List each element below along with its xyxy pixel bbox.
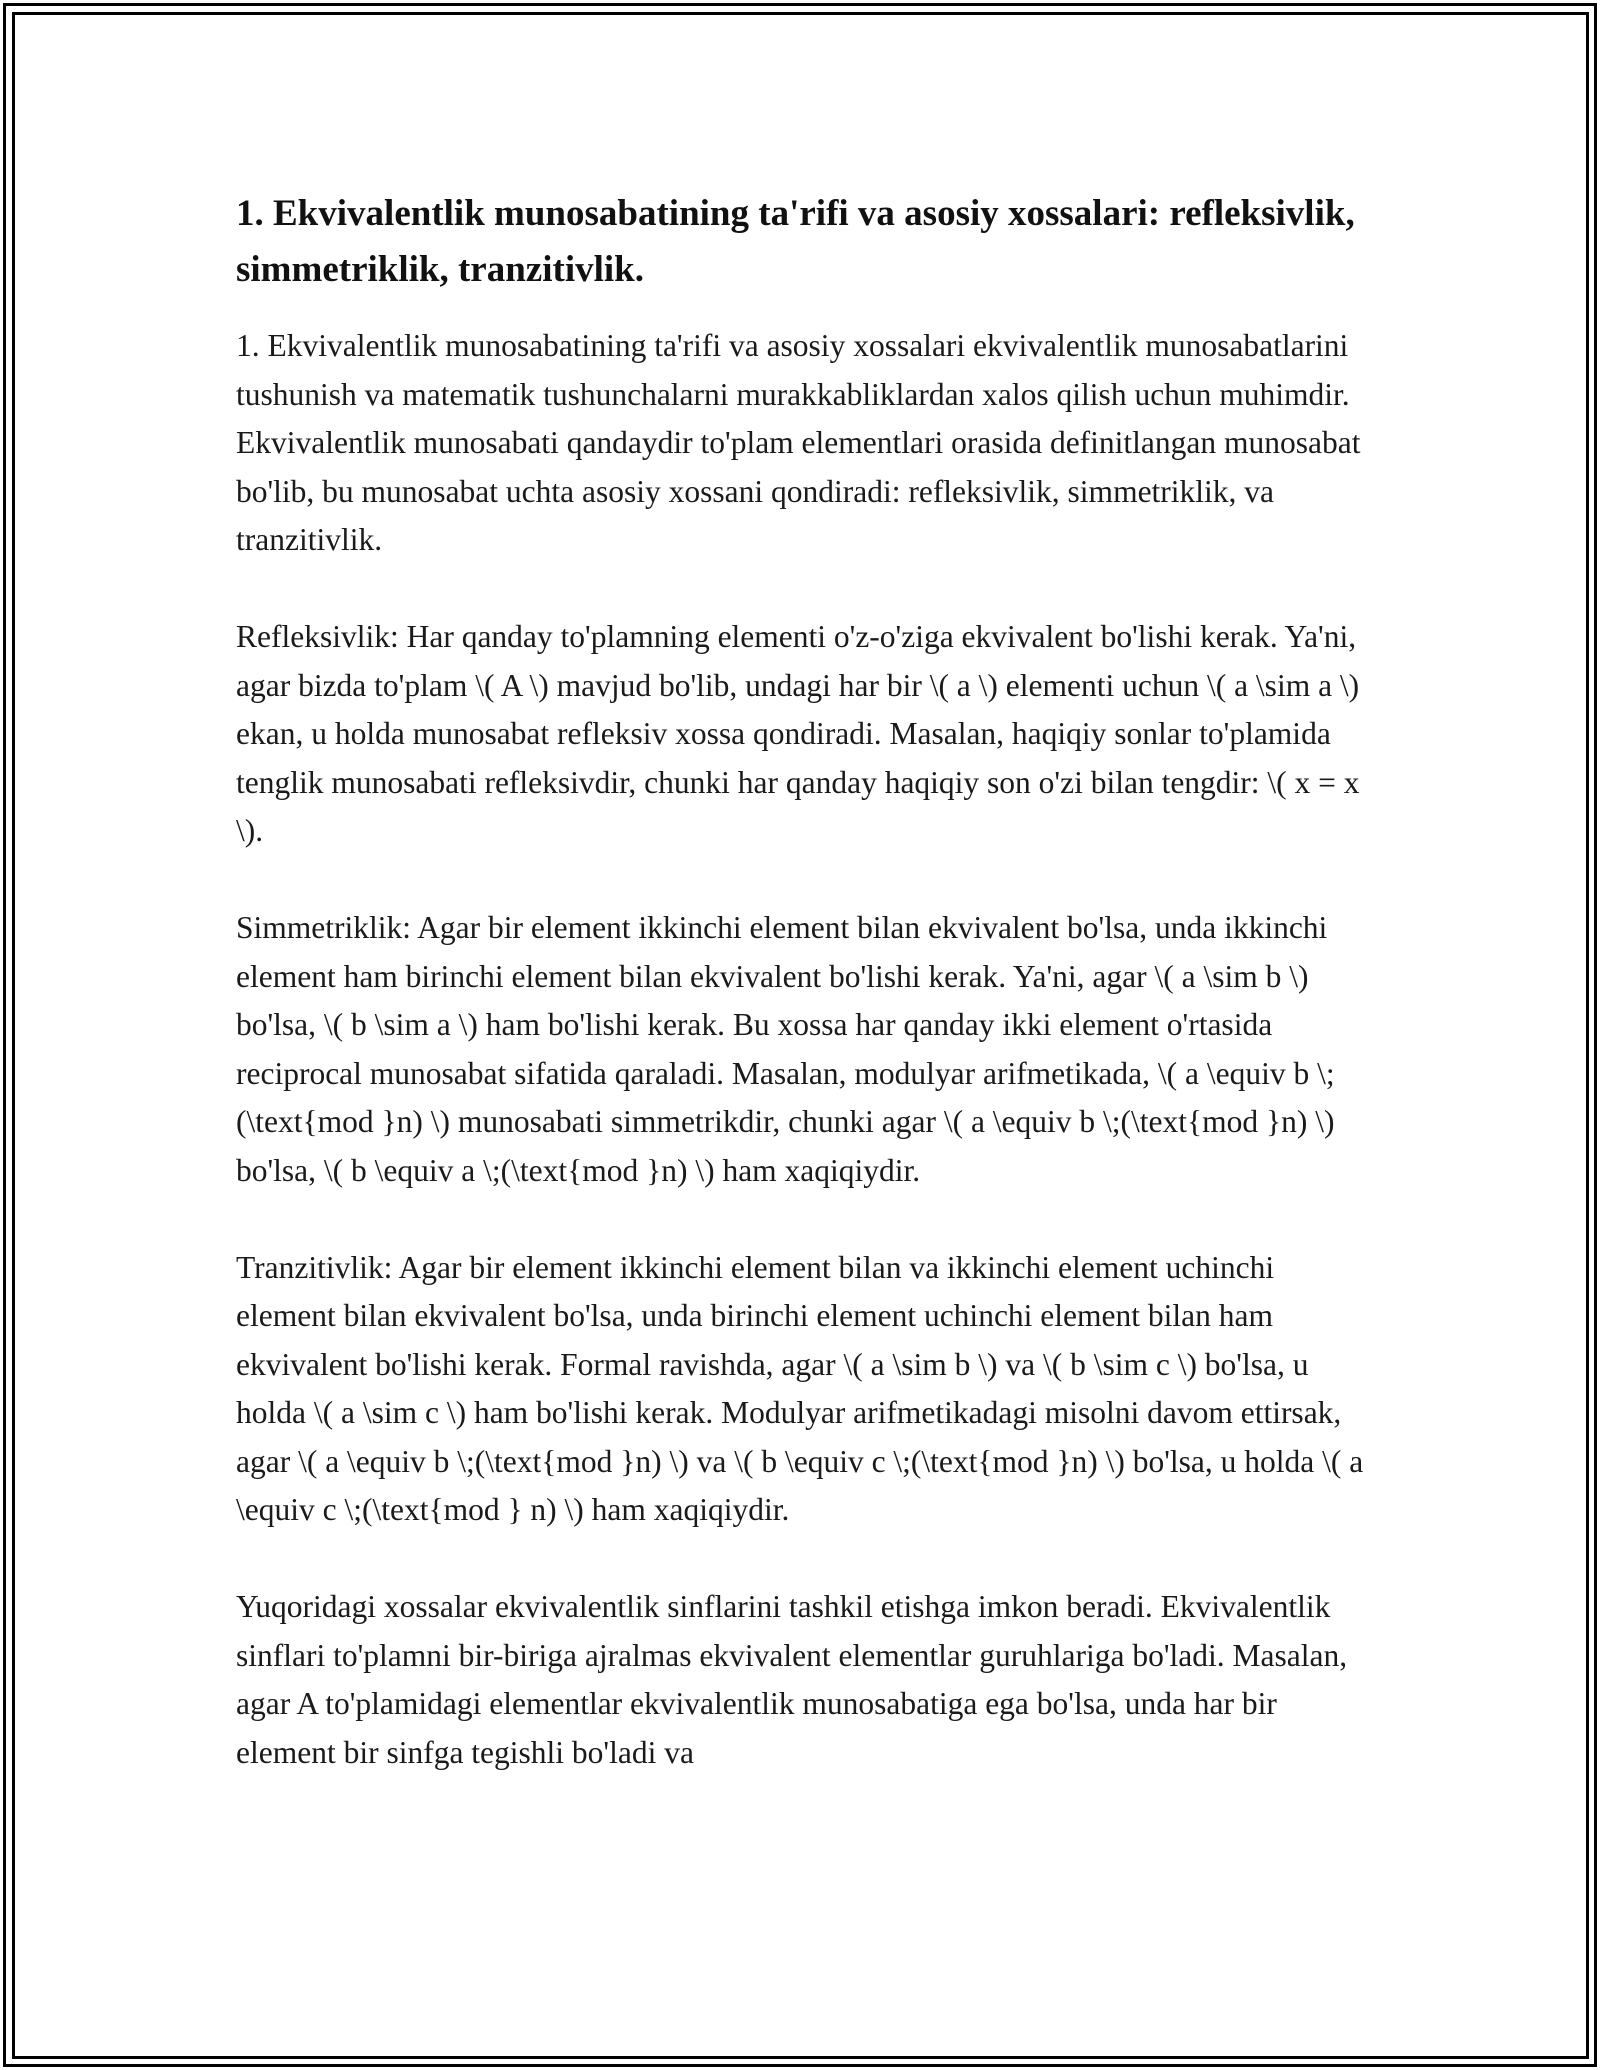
paragraph-reflexivity: Refleksivlik: Har qanday to'plamning elementi o'z-o'ziga ekvivalent bo'lishi kerak. Ya'ni, agar bizda to'plam \( A \) mavjud bo'lib, undagi har bir \( a \) elementi uchun \( a \sim a \) ekan, u holda munosabat refleksiv xossa qondiradi. Masalan, haqiqiy sonlar to'plamida tenglik munosabati refleksivdir, chunki har qanday haqiqiy son o'zi bilan tengdir: \( x = x \). <box>236 619 1360 848</box>
paragraph-symmetry: Simmetriklik: Agar bir element ikkinchi element bilan ekvivalent bo'lsa, unda ikkinchi element ham birinchi element bilan ekvivalent bo'lishi kerak. Ya'ni, agar \( a \sim b \) bo'lsa, \( b \sim a \) ham bo'lishi kerak. Bu xossa har qanday ikki element o'rtasida reciprocal munosabat sifatida qaraladi. Masalan, modulyar arifmetikada, \( a \equiv b \;(\text{mod }n) \) munosabati simmetrikdir, chunki agar \( a \equiv b \;(\text{mod }n) \) bo'lsa, \( b \equiv a \;(\text{mod }n) \) ham xaqiqiydir. <box>236 910 1335 1188</box>
paragraph-transitivity: Tranzitivlik: Agar bir element ikkinchi element bilan va ikkinchi element uchinchi element bilan ekvivalent bo'lsa, unda birinchi element uchinchi element bilan ham ekvivalent bo'lishi kerak. Formal ravishda, agar \( a \sim b \) va \( b \sim c \) bo'lsa, u holda \( a \sim c \) ham bo'lishi kerak. Modulyar arifmetikadagi misolni davom ettirsak, agar \( a \equiv b \;(\text{mod }n) \) va \( b \equiv c \;(\text{mod }n) \) bo'lsa, u holda \( a \equiv c \;(\text{mod } n) \) ham xaqiqiydir. <box>236 1249 1364 1527</box>
paragraph-equivalence-classes: Yuqoridagi xossalar ekvivalentlik sinflarini tashkil etishga imkon beradi. Ekvivalentlik sinflari to'plamni bir-biriga ajralmas ekvivalent elementlar guruhlariga bo'ladi. Masalan, agar A to'plamidagi elementlar ekvivalentlik munosabatiga ega bo'lsa, unda har bir element bir sinfga tegishli bo'ladi va <box>236 1589 1348 1770</box>
section-heading: 1. Ekvivalentlik munosabatining ta'rifi va asosiy xossalari: refleksivlik, simmetriklik, tranzitivlik. <box>236 193 1355 290</box>
paragraph-intro: 1. Ekvivalentlik munosabatining ta'rifi va asosiy xossalari ekvivalentlik munosabatlarini tushunish va matematik tushunchalarni murakkabliklardan xalos qilish uchun muhimdir. Ekvivalentlik munosabati qandaydir to'plam elementlari orasida definitlangan munosabat bo'lib, bu munosabat uchta asosiy xossani qondiradi: refleksivlik, simmetriklik, va tranzitivlik. <box>236 328 1361 557</box>
document-body <box>236 186 1376 1826</box>
